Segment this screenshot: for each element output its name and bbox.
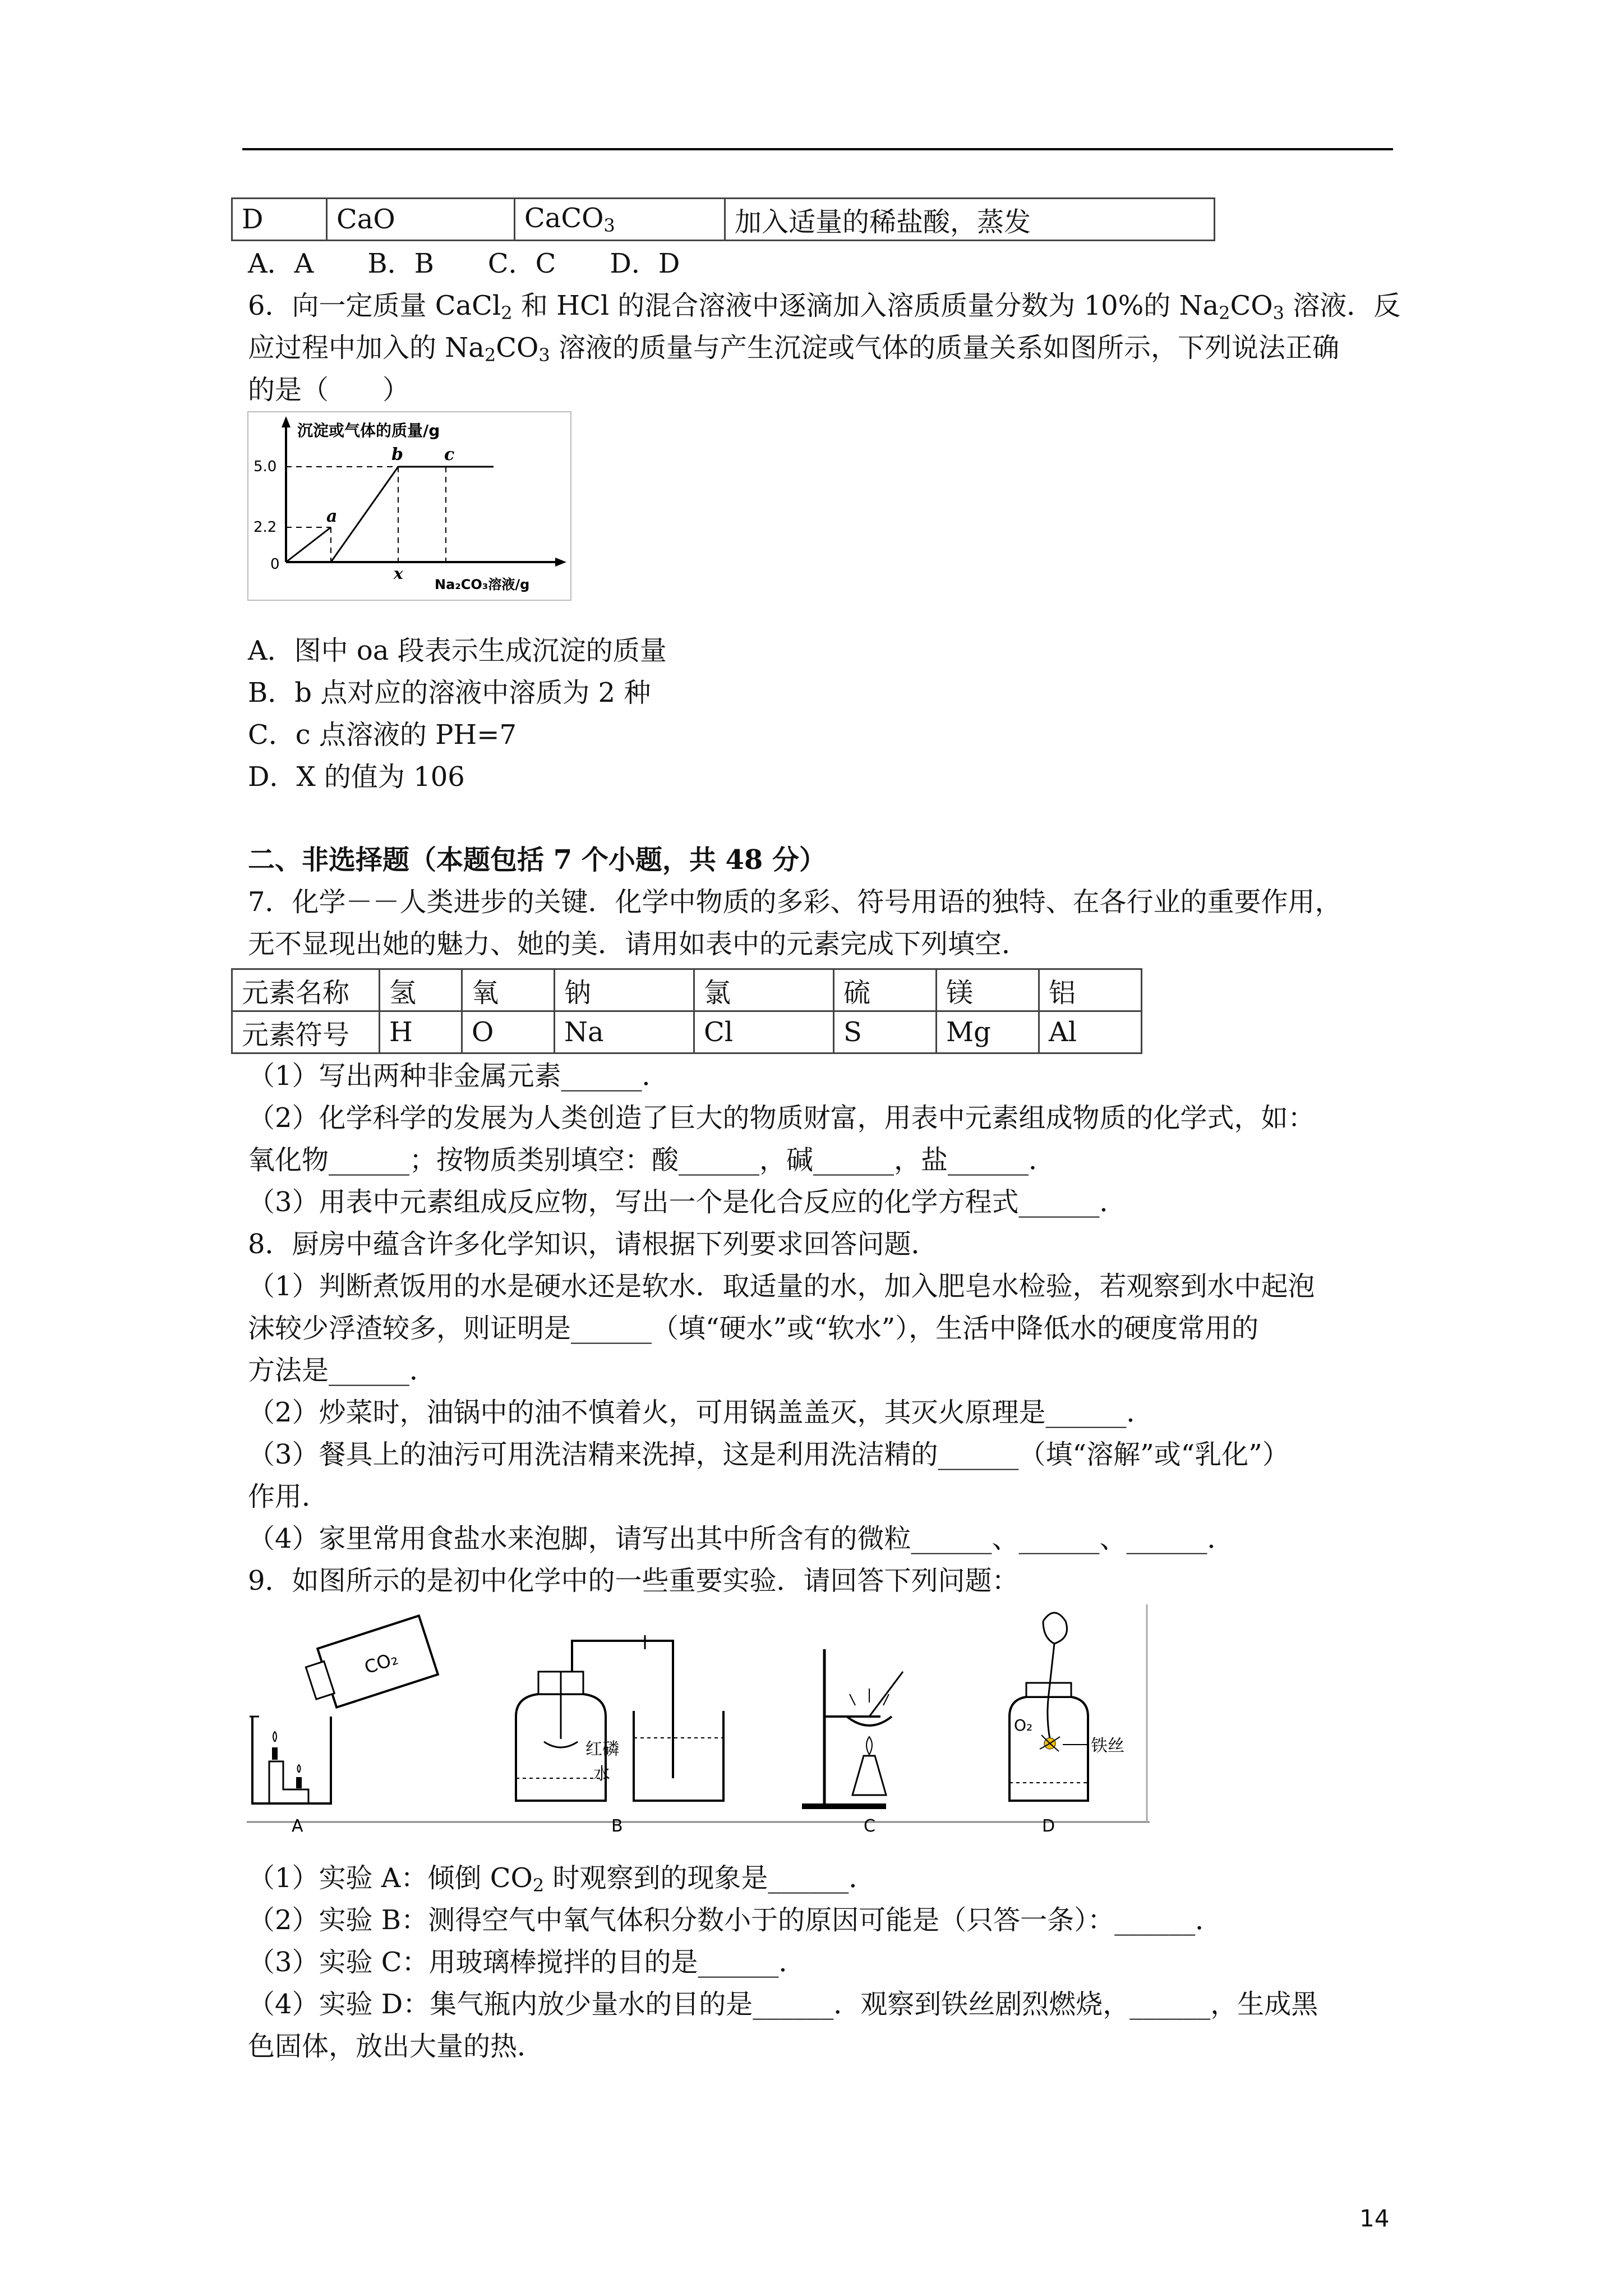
table-cell: 元素符号	[232, 1011, 380, 1053]
q9-part2: （2）实验 B：测得空气中氧气体积分数小于的原因可能是（只答一条）：______．	[248, 1904, 1223, 1936]
co2-label: CO₂	[362, 1647, 401, 1678]
segment-oa	[286, 527, 331, 562]
q8-part3-line1: （3）餐具上的油污可用洗洁精来洗掉，这是利用洗洁精的______（填“溶解”或“乳化”）	[248, 1439, 1289, 1470]
y-tick-5: 5.0	[253, 458, 277, 475]
q6-option-b: B．b 点对应的溶液中溶质为 2 种	[248, 677, 651, 708]
table-cell: H	[380, 1011, 462, 1053]
table-cell: 氢	[380, 969, 462, 1011]
q9-experiments-figure	[247, 1604, 1150, 1834]
y-axis-label: 沉淀或气体的质量/g	[297, 421, 440, 440]
q9-part4-line1: （4）实验 D：集气瓶内放少量水的目的是______．观察到铁丝剧烈燃烧，______，生成黑	[248, 1989, 1318, 2020]
q9-line1: 9．如图所示的是初中化学中的一些重要实验．请回答下列问题：	[248, 1565, 1019, 1596]
q6-option-d: D．X 的值为 106	[248, 761, 465, 793]
header-rule	[242, 148, 1393, 150]
x-axis-arrow-icon	[555, 558, 566, 567]
table-cell: D	[232, 199, 327, 241]
q8-line1: 8．厨房中蕴含许多化学知识，请根据下列要求回答问题．	[248, 1228, 938, 1260]
table-cell: 加入适量的稀盐酸，蒸发	[725, 199, 1215, 241]
q8-part3-line2: 作用．	[248, 1481, 329, 1512]
q8-part2: （2）炒菜时，油锅中的油不慎着火，可用锅盖盖灭，其灭火原理是______．	[248, 1397, 1154, 1428]
point-b-label: b	[391, 445, 403, 464]
q6-option-a: A．图中 oa 段表示生成沉淀的质量	[248, 635, 667, 666]
table-cell: Al	[1039, 1011, 1142, 1053]
table-cell: O	[462, 1011, 555, 1053]
q7-line1: 7．化学－－人类进步的关键．化学中物质的多彩、符号用语的独特、在各行业的重要作用，	[248, 886, 1342, 918]
point-x-label: x	[394, 564, 403, 583]
table-cell: 铝	[1039, 969, 1142, 1011]
x-axis-label: Na₂CO₃溶液/g	[435, 577, 530, 592]
table-cell: S	[834, 1011, 937, 1053]
label-a: A	[292, 1816, 303, 1834]
q8-part1-line1: （1）判断煮饭用的水是硬水还是软水．取适量的水，加入肥皂水检验，若观察到水中起泡	[248, 1271, 1315, 1302]
experiment-d	[1009, 1613, 1124, 1834]
q7-part1: （1）写出两种非金属元素______．	[248, 1060, 669, 1092]
section2-title: 二、非选择题（本题包括 7 个小题，共 48 分）	[248, 844, 827, 876]
q7-part2-line1: （2）化学科学的发展为人类创造了巨大的物质财富，用表中元素组成物质的化学式，如：	[248, 1102, 1315, 1134]
q9-part4-line2: 色固体，放出大量的热．	[248, 2031, 545, 2062]
red-phosphorus-label: 红磷	[585, 1740, 619, 1759]
point-a-label: a	[326, 507, 338, 526]
table-cell: CaO	[327, 199, 515, 241]
table-cell: 钠	[555, 969, 694, 1011]
element-table	[231, 968, 1142, 1054]
table-cell: 氯	[694, 969, 834, 1011]
page-number: 14	[1359, 2205, 1390, 2232]
q6-graph	[247, 411, 572, 601]
q8-part1-line3: 方法是______．	[248, 1355, 437, 1386]
table-cell: CaCO$_3$	[515, 199, 725, 241]
y-tick-2-2: 2.2	[253, 519, 277, 536]
table-cell: Cl	[694, 1011, 834, 1053]
origin-label: 0	[270, 556, 280, 573]
table-cell: 硫	[834, 969, 937, 1011]
q8-part4: （4）家里常用食盐水来泡脚，请写出其中所含有的微粒______、______、______．	[248, 1523, 1234, 1554]
label-b: B	[611, 1816, 623, 1834]
water-label: 水	[593, 1764, 610, 1784]
label-d: D	[1042, 1816, 1055, 1834]
table-cell: 镁	[937, 969, 1039, 1011]
q8-part1-line2: 沫较少浮渣较多，则证明是______（填“硬水”或“软水”），生活中降低水的硬度常用的	[248, 1313, 1259, 1344]
point-c-label: c	[444, 445, 455, 464]
q7-part3: （3）用表中元素组成反应物，写出一个是化合反应的化学方程式______．	[248, 1186, 1127, 1218]
q7-part2-line2: 氧化物______；按物质类别填空：酸______，碱______，盐______．	[248, 1144, 1056, 1176]
table-cell: Mg	[937, 1011, 1039, 1053]
experiment-c	[802, 1649, 903, 1834]
experiment-a	[250, 1616, 438, 1834]
q9-part1: （1）实验 A：倾倒 $CO_2$ 时观察到的现象是______．	[248, 1862, 876, 1896]
table-cell: 氧	[462, 969, 555, 1011]
y-axis-arrow-icon	[282, 416, 291, 427]
q6-stem-line1: 6．向一定质量 CaCl$_2$ 和 HCl 的混合溶液中逐滴加入溶质质量分数为 10%的 $Na_2CO_3$ 溶液．反	[248, 290, 1401, 324]
label-c: C	[864, 1816, 875, 1834]
q7-line2: 无不显现出她的魅力、她的美．请用如表中的元素完成下列填空．	[248, 928, 1029, 960]
q6-stem-line2: 应过程中加入的 $Na_2CO_3$ 溶液的质量与产生沉淀或气体的质量关系如图所示，下列说法正确	[248, 332, 1339, 366]
table-cell: 元素名称	[232, 969, 380, 1011]
o2-label: O₂	[1014, 1716, 1033, 1734]
q6-stem-line3: 的是（ ）	[248, 374, 410, 406]
q6-option-c: C．c 点溶液的 PH=7	[248, 719, 517, 751]
iron-wire-label: 铁丝	[1091, 1736, 1124, 1756]
q5-options: A．A B．B C．C D．D	[248, 248, 680, 279]
segment-ab	[331, 467, 398, 562]
q9-part3: （3）实验 C：用玻璃棒搅拌的目的是______．	[248, 1947, 806, 1978]
table-cell: Na	[555, 1011, 694, 1053]
option-d-table	[231, 197, 1215, 241]
experiment-b	[516, 1635, 723, 1834]
